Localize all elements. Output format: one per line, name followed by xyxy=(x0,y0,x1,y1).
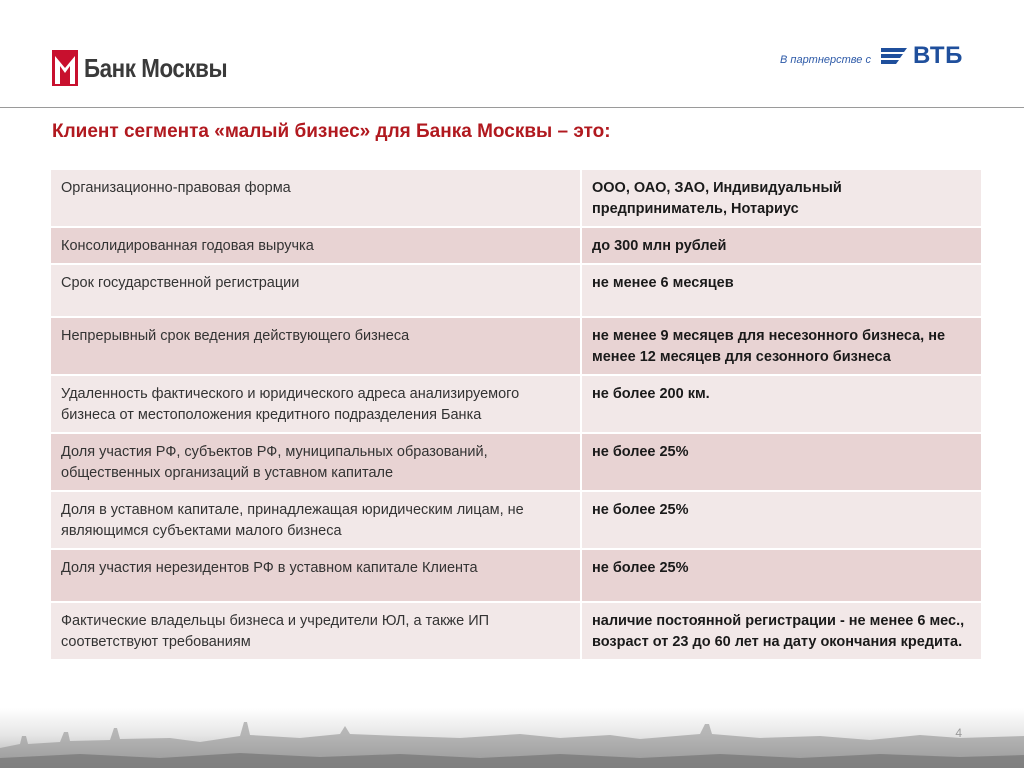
bank-name: Банк Москвы xyxy=(84,52,228,83)
requirement-cell: не менее 6 месяцев xyxy=(581,264,982,317)
table-row xyxy=(50,491,982,549)
table-row xyxy=(50,375,982,433)
criterion-cell: Фактические владельцы бизнеса и учредители ЮЛ, а также ИП соответствуют требованиям xyxy=(50,602,581,660)
requirement-cell: ООО, ОАО, ЗАО, Индивидуальный предприниматель, Нотариус xyxy=(581,169,982,227)
vtb-logo xyxy=(780,44,963,68)
bank-of-moscow-logo-icon xyxy=(52,50,78,86)
city-skyline-footer xyxy=(0,708,1024,768)
criterion-cell: Доля участия нерезидентов РФ в уставном капитале Клиента xyxy=(50,549,581,602)
criterion-cell: Консолидированная годовая выручка xyxy=(50,227,581,264)
table-row xyxy=(50,169,982,227)
table-row xyxy=(50,264,982,317)
requirement-cell: не более 25% xyxy=(581,491,982,549)
criteria-table xyxy=(49,168,983,661)
criterion-cell: Удаленность фактического и юридического адреса анализируемого бизнеса от местоположения кредитного подразделения Банка xyxy=(50,375,581,433)
table-row xyxy=(50,549,982,602)
vtb-name: ВТБ xyxy=(912,42,963,69)
table-row xyxy=(50,433,982,491)
requirement-cell: до 300 млн рублей xyxy=(581,227,982,264)
requirement-cell: наличие постоянной регистрации - не менее 6 мес., возраст от 23 до 60 лет на дату окончания кредита. xyxy=(581,602,982,660)
criterion-cell: Непрерывный срок ведения действующего бизнеса xyxy=(50,317,581,375)
bank-of-moscow-logo xyxy=(52,50,250,86)
requirement-cell: не более 25% xyxy=(581,549,982,602)
table-row xyxy=(50,317,982,375)
header-divider xyxy=(0,107,1024,108)
criterion-cell: Доля участия РФ, субъектов РФ, муниципальных образований, общественных организаций в уставном капитале xyxy=(50,433,581,491)
requirement-cell: не менее 9 месяцев для несезонного бизнеса, не менее 12 месяцев для сезонного бизнеса xyxy=(581,317,982,375)
table-row xyxy=(50,227,982,264)
criterion-cell: Доля в уставном капитале, принадлежащая юридическим лицам, не являющимся субъектами малого бизнеса xyxy=(50,491,581,549)
requirement-cell: не более 25% xyxy=(581,433,982,491)
requirement-cell: не более 200 км. xyxy=(581,375,982,433)
partner-text: В партнерстве с xyxy=(780,54,871,66)
slide-title: Клиент сегмента «малый бизнес» для Банка Москвы – это: xyxy=(52,121,611,142)
table-row xyxy=(50,602,982,660)
slide-header xyxy=(0,0,1024,108)
criterion-cell: Организационно-правовая форма xyxy=(50,169,581,227)
page-number: 4 xyxy=(955,726,962,740)
vtb-logo-icon xyxy=(877,44,911,68)
criterion-cell: Срок государственной регистрации xyxy=(50,264,581,317)
